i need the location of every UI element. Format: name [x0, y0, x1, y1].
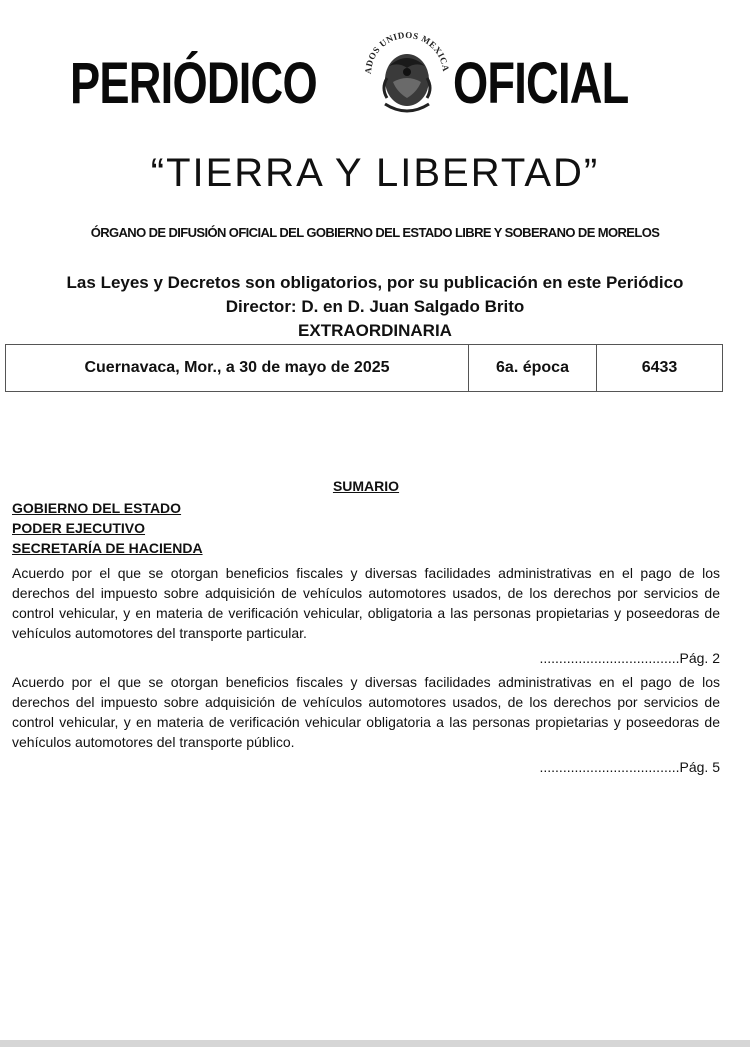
summary-entry-page-ref: ....................................Pág. 5 [539, 759, 720, 775]
summary-entry: Acuerdo por el que se otorgan beneficios fiscales y diversas facilidades administrativas en el pago de los derechos del impuesto sobre adquisición de vehículos automotores usados, de los derechos por servicios de control vehicular, y en materia de verificación vehicular obligatoria a las personas propietarias y poseedoras de vehículos automotores del transporte público. [12, 674, 720, 750]
summary-title: SUMARIO [332, 478, 400, 494]
masthead-left-word: PERIÓDICO [70, 51, 317, 116]
issue-number-cell: 6433 [641, 359, 678, 376]
header-lines [0, 271, 750, 343]
summary-entry: Acuerdo por el que se otorgan beneficios fiscales y diversas facilidades administrativas en el pago de los derechos del impuesto sobre adquisición de vehículos automotores usados, de los derechos por servicios de control vehicular, y en materia de verificación vehicular, obligatoria a las personas propietarias y poseedoras de vehículos automotores del transporte particular. [12, 565, 720, 641]
masthead-right-word: OFICIAL [453, 51, 629, 116]
page-bottom-edge [0, 1040, 750, 1047]
edition-label: EXTRAORDINARIA [298, 321, 452, 340]
laws-line: Las Leyes y Decretos son obligatorios, por su publicación en este Periódico [66, 273, 684, 292]
national-seal-icon [357, 22, 457, 122]
seal-lettering: ADOS UNIDOS MEXICA [362, 29, 452, 75]
masthead [0, 22, 750, 122]
section-executive: PODER EJECUTIVO [12, 520, 146, 536]
subtitle: “TIERRA Y LIBERTAD” [150, 151, 600, 195]
place-date-cell: Cuernavaca, Mor., a 30 de mayo de 2025 [6, 345, 469, 391]
summary-entry-page-ref: ....................................Pág. 2 [539, 650, 720, 666]
organ-line: ÓRGANO DE DIFUSIÓN OFICIAL DEL GOBIERNO DEL ESTADO LIBRE Y SOBERANO DE MORELOS [90, 225, 660, 240]
issue-info-table [5, 344, 723, 392]
section-treasury: SECRETARÍA DE HACIENDA [12, 540, 203, 556]
director-line: Director: D. en D. Juan Salgado Brito [225, 297, 525, 316]
epoch-cell: 6a. época [469, 345, 597, 391]
summary-sections [12, 498, 722, 558]
section-government: GOBIERNO DEL ESTADO [12, 500, 182, 516]
